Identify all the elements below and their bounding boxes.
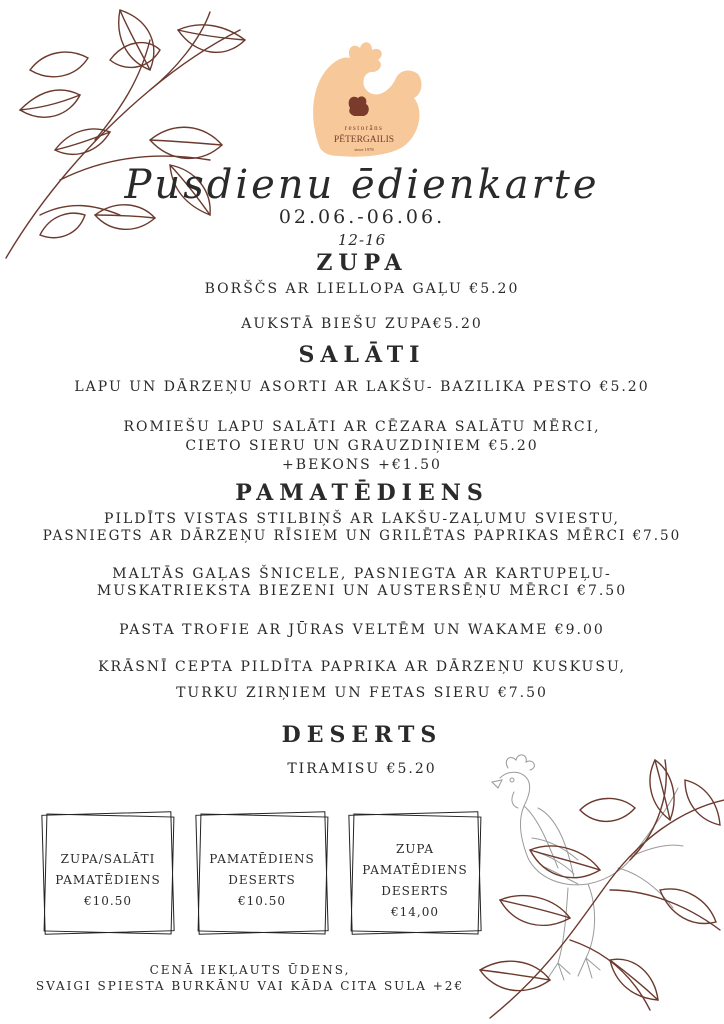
section-heading-deserts: DESERTS	[281, 722, 443, 748]
menu-item-lapu-darzenu-asorti: LAPU UN DĀRZEŅU ASORTI AR LAKŠU- BAZILIKA PESTO €5.20	[74, 379, 650, 395]
menu-title: Pusdienu ēdienkarte	[124, 162, 600, 208]
combo-price: €10.50	[238, 894, 286, 908]
menu-item-bekons-addon: +BEKONS +€1.50	[282, 457, 442, 473]
combo-line: PAMATĒDIENS	[55, 873, 161, 887]
combo-price: €14,00	[391, 905, 439, 919]
menu-item-romiesu-salati-line2: CIETO SIERU UN GRAUZDIŅIEM €5.20	[185, 438, 539, 454]
section-heading-pamatediens: PAMATĒDIENS	[235, 480, 489, 506]
menu-item-vistas-stilbins-line2: PASNIEGTS AR DĀRZEŅU RĪSIEM UN GRILĒTAS PAPRIKAS MĒRCI €7.50	[42, 528, 682, 544]
combo-price: €10.50	[84, 894, 132, 908]
combo-line: PAMATĒDIENS	[209, 852, 315, 866]
menu-item-paprika-line2: TURKU ZIRŅIEM UN FETAS SIERU €7.50	[176, 685, 548, 701]
combo-line: PAMATĒDIENS	[362, 863, 468, 877]
menu-hours: 12-16	[337, 231, 387, 249]
menu-item-snicele-line1: MALTĀS GAĻAS ŠNICELE, PASNIEGTA AR KARTUPEĻU-	[112, 566, 612, 582]
menu-item-snicele-line2: MUSKATRIEKSTA BIEZENI UN AUSTERSĒŅU MĒRCI €7.50	[96, 583, 628, 599]
menu-item-pasta-trofie: PASTA TROFIE AR JŪRAS VELTĒM UN WAKAME €9.00	[119, 622, 605, 638]
logo-since: since 1978	[354, 147, 374, 152]
menu-item-auksta-biesu-zupa: AUKSTĀ BIEŠU ZUPA€5.20	[241, 316, 483, 332]
combo-box-zupa-pamatediens-deserts	[350, 813, 480, 933]
combo-line: ZUPA	[395, 842, 435, 856]
menu-item-borscs: BORŠČS AR LIELLOPA GAĻU €5.20	[204, 281, 520, 297]
combo-line: DESERTS	[228, 873, 296, 887]
combo-box-zupa-pamatediens	[43, 813, 173, 933]
restaurant-logo	[300, 38, 425, 158]
combo-line: ZUPA/SALĀTI	[60, 852, 156, 866]
section-heading-zupa: ZUPA	[316, 250, 408, 276]
menu-item-paprika-line1: KRĀSNĪ CEPTA PILDĪTA PAPRIKA AR DĀRZEŅU KUSKUSU,	[98, 659, 626, 675]
footer-note-line1: CENĀ IEKĻAUTS ŪDENS,	[149, 963, 351, 977]
menu-dates: 02.06.-06.06.	[278, 206, 446, 228]
foliage-decoration-bottom-icon	[470, 740, 724, 1024]
menu-item-vistas-stilbins-line1: PILDĪTS VISTAS STILBIŅŠ AR LAKŠU-ZAĻUMU SVIESTU,	[104, 511, 620, 527]
menu-item-tiramisu: TIRAMISU €5.20	[287, 761, 437, 777]
logo-word-restorans: restorāns	[344, 124, 384, 132]
footer-note-line2: SVAIGI SPIESTA BURKĀNU VAI KĀDA CITA SULA +2€	[35, 979, 465, 993]
logo-word-petergailis: PĒTERGAILIS	[333, 135, 395, 145]
combo-line: DESERTS	[381, 884, 449, 898]
section-heading-salati: SALĀTI	[298, 342, 426, 368]
combo-box-pamatediens-deserts	[197, 813, 327, 933]
small-rooster-icon	[349, 96, 369, 116]
menu-item-romiesu-salati-line1: ROMIEŠU LAPU SALĀTI AR CĒZARA SALĀTU MĒRCI,	[123, 419, 601, 435]
